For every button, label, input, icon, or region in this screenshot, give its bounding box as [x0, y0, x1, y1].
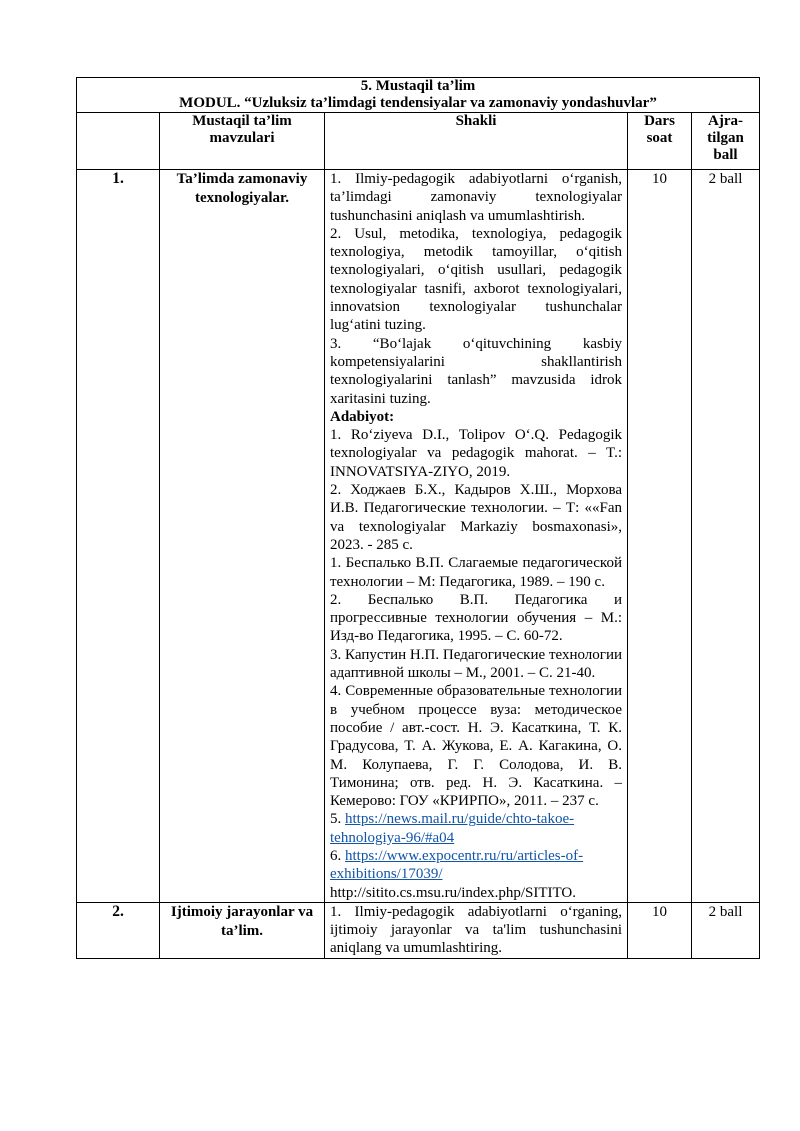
literature-item: 1. Ro‘ziyeva D.I., Tolipov O‘.Q. Pedagogik texnologiyalar va pedagogik mahorat. – T.: INNOVATSIYA-ZIYO, 2019.	[330, 427, 622, 480]
task-item: 1. Ilmiy-pedagogik adabiyotlarni o‘rganing, ijtimoiy jarayonlar va ta'lim tushunchasini aniqlang va umumlashtiring.	[330, 903, 622, 957]
row-points: 2 ball	[692, 902, 760, 958]
table-title-cell	[77, 78, 760, 113]
column-header-row	[77, 113, 760, 170]
table-title-row	[77, 78, 760, 113]
col-header-hours: Dars soat	[628, 113, 692, 170]
row-number: 1.	[77, 170, 160, 903]
link-prefix: 5.	[330, 811, 345, 828]
plain-url-text: http://sitito.cs.msu.ru/index.php/SITITO.	[330, 884, 576, 901]
link-prefix: 6.	[330, 847, 345, 864]
row-hours: 10	[628, 170, 692, 903]
literature-item: 4. Современные образовательные технологии в учебном процессе вуза: методическое пособие / авт.-сост. Н. Э. Касаткина, Т. К. Градусова, Т. А. Жукова, Е. А. Кагакина, О. М. Колупаева, Г. Г. Солодова, И. В. Тимонина; отв. ред. Н. Э. Касаткина. – Кемерово: ГОУ «КРИРПО», 2011. – 237 с.	[330, 683, 622, 810]
row-hours: 10	[628, 902, 692, 958]
task-item: 1. Ilmiy-pedagogik adabiyotlarni o‘rganish, ta’limdagi zamonaviy texnologiyalar tushunchasini aniqlash va umumlashtirish.	[330, 171, 622, 224]
literature-heading: Adabiyot:	[330, 408, 395, 425]
literature-link-item	[330, 847, 622, 884]
col-header-number	[77, 113, 160, 170]
task-item: 2. Usul, metodika, texnologiya, pedagogik texnologiya, metodik tamoyillar, o‘qitish texnologiyalari, o‘qitish usullari, pedagogik texnologiyalar tasnifi, axborot texnologiyalari, innovatsion texnologiyalar tushunchalar lug‘atini tuzing.	[330, 225, 622, 334]
literature-item: 2. Ходжаев Б.Х., Кадыров Х.Ш., Морхова И.В. Педагогические технологии. – Т: ««Fan va texnologiyalar Markaziy bosmaxonasi», 2023. - 285 с.	[330, 482, 622, 553]
task-item: 3. “Bo‘lajak o‘qituvchining kasbiy kompetensiyalarini shakllantirish texnologiyalarini tanlash” mavzusida idrok xaritasini tuzing.	[330, 335, 622, 407]
row-topic: Ijtimoiy jarayonlar va ta’lim.	[160, 902, 325, 958]
literature-link-item	[330, 810, 622, 847]
literature-item: 3. Капустин Н.П. Педагогические технологии адаптивной школы – М., 2001. – С. 21-40.	[330, 646, 622, 682]
module-name-title: MODUL. “Uzluksiz ta’limdagi tendensiyalar va zamonaviy yondashuvlar”	[179, 95, 657, 111]
row-form-cell	[325, 902, 628, 958]
table-row	[77, 902, 760, 958]
module-number-title: 5. Mustaqil ta’lim	[360, 78, 476, 94]
row-number: 2.	[77, 902, 160, 958]
row-form-cell	[325, 170, 628, 903]
expocentr-link[interactable]: https://www.expocentr.ru/ru/articles-of-exhibitions/17039/	[330, 847, 584, 883]
row-topic: Ta’limda zamonaviy texnologiyalar.	[160, 170, 325, 903]
row-points: 2 ball	[692, 170, 760, 903]
independent-study-table	[76, 77, 760, 959]
table-row	[77, 170, 760, 903]
literature-item: 1. Беспалько В.П. Слагаемые педагогической технологии – М: Педагогика, 1989. – 190 с.	[330, 555, 622, 590]
col-header-topics: Mustaqil ta’lim mavzulari	[160, 113, 325, 170]
col-header-points: Ajra-tilgan ball	[692, 113, 760, 170]
col-header-form: Shakli	[325, 113, 628, 170]
mail-ru-link[interactable]: https://news.mail.ru/guide/chto-takoe-tehnologiya-96/#a04	[330, 811, 575, 846]
literature-item: 2. Беспалько В.П. Педагогика и прогрессивные технологии обучения – М.: Изд-во Педагогика, 1995. – С. 60-72.	[330, 591, 622, 645]
